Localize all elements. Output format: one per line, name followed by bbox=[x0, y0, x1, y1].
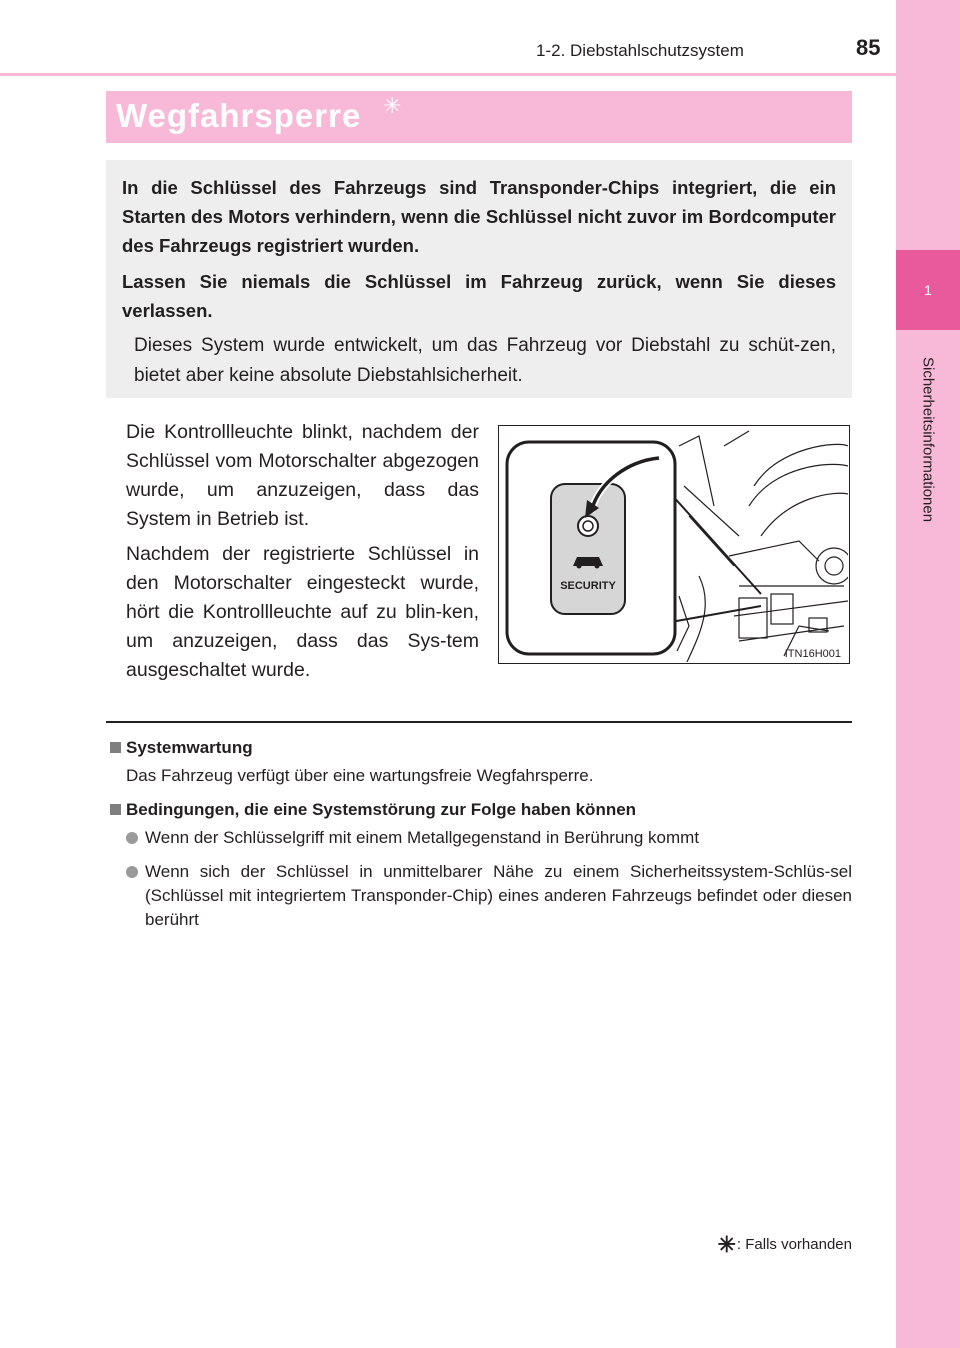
note-body-system-maintenance: Das Fahrzeug verfügt über eine wartungsfreie Wegfahrsperre. bbox=[126, 766, 594, 785]
chapter-label: Sicherheitsinformationen bbox=[919, 357, 937, 523]
note-heading-text: Systemwartung bbox=[126, 738, 253, 757]
square-bullet-icon bbox=[110, 742, 121, 753]
circle-bullet-icon bbox=[126, 866, 138, 878]
intro-normal-paragraph: Dieses System wurde entwickelt, um das Fahrzeug vor Diebstahl zu schüt-zen, bietet aber keine absolute Diebstahlsicherheit. bbox=[134, 335, 836, 386]
footnote bbox=[717, 1231, 852, 1257]
note-heading-system-maintenance bbox=[110, 738, 253, 758]
security-label: SECURITY bbox=[560, 580, 616, 592]
figure-code: ITN16H001 bbox=[784, 648, 841, 660]
circle-bullet-icon bbox=[126, 832, 138, 844]
page-title: Wegfahrsperre bbox=[116, 97, 362, 134]
note-heading-text: Bedingungen, die eine Systemstörung zur Folge haben können bbox=[126, 800, 637, 819]
section-divider bbox=[106, 721, 852, 723]
side-tab bbox=[896, 0, 960, 1348]
chapter-label-container bbox=[896, 340, 960, 540]
list-item-text: Wenn sich der Schlüssel in unmittelbarer Nähe zu einem Sicherheitssystem-Schlüs-sel (Schlüssel mit integriertem Transponder-Chip) eines anderen Fahrzeugs befindet oder diesen berührt bbox=[145, 862, 852, 929]
page-number: 85 bbox=[856, 35, 881, 60]
title-bar bbox=[106, 91, 852, 143]
header-rule bbox=[0, 73, 896, 76]
dashboard-illustration bbox=[499, 426, 848, 662]
square-bullet-icon bbox=[110, 804, 121, 815]
note-heading-malfunction-conditions bbox=[110, 800, 636, 820]
intro-box bbox=[106, 160, 852, 398]
body-paragraph-2: Nachdem der registrierte Schlüssel in den Motorschalter eingesteckt wurde, hört die Kontrollleuchte auf zu blin-ken, um anzuzeigen, dass das Sys-tem ausgeschaltet wurde. bbox=[126, 543, 479, 681]
header-section-title: 1-2. Diebstahlschutzsystem bbox=[536, 41, 744, 60]
availability-star-icon: ✳ bbox=[717, 1231, 736, 1257]
chapter-number: 1 bbox=[896, 250, 960, 330]
intro-bold-paragraph-2: Lassen Sie niemals die Schlüssel im Fahrzeug zurück, wenn Sie dieses verlassen. bbox=[122, 271, 836, 321]
intro-bold-paragraph-1: In die Schlüssel des Fahrzeugs sind Transponder-Chips integriert, die ein Starten des Motors verhindern, wenn die Schlüssel nicht zuvor im Bordcomputer des Fahrzeugs registriert wurden. bbox=[122, 177, 836, 256]
list-item-text: Wenn der Schlüsselgriff mit einem Metallgegenstand in Berührung kommt bbox=[145, 828, 700, 847]
footnote-text: : Falls vorhanden bbox=[736, 1236, 852, 1253]
availability-star-icon: ✳ bbox=[383, 93, 402, 118]
security-indicator-figure bbox=[498, 425, 850, 664]
body-paragraph-1: Die Kontrollleuchte blinkt, nachdem der Schlüssel vom Motorschalter abgezogen wurde, um anzuzeigen, dass das System in Betrieb ist. bbox=[126, 421, 479, 530]
